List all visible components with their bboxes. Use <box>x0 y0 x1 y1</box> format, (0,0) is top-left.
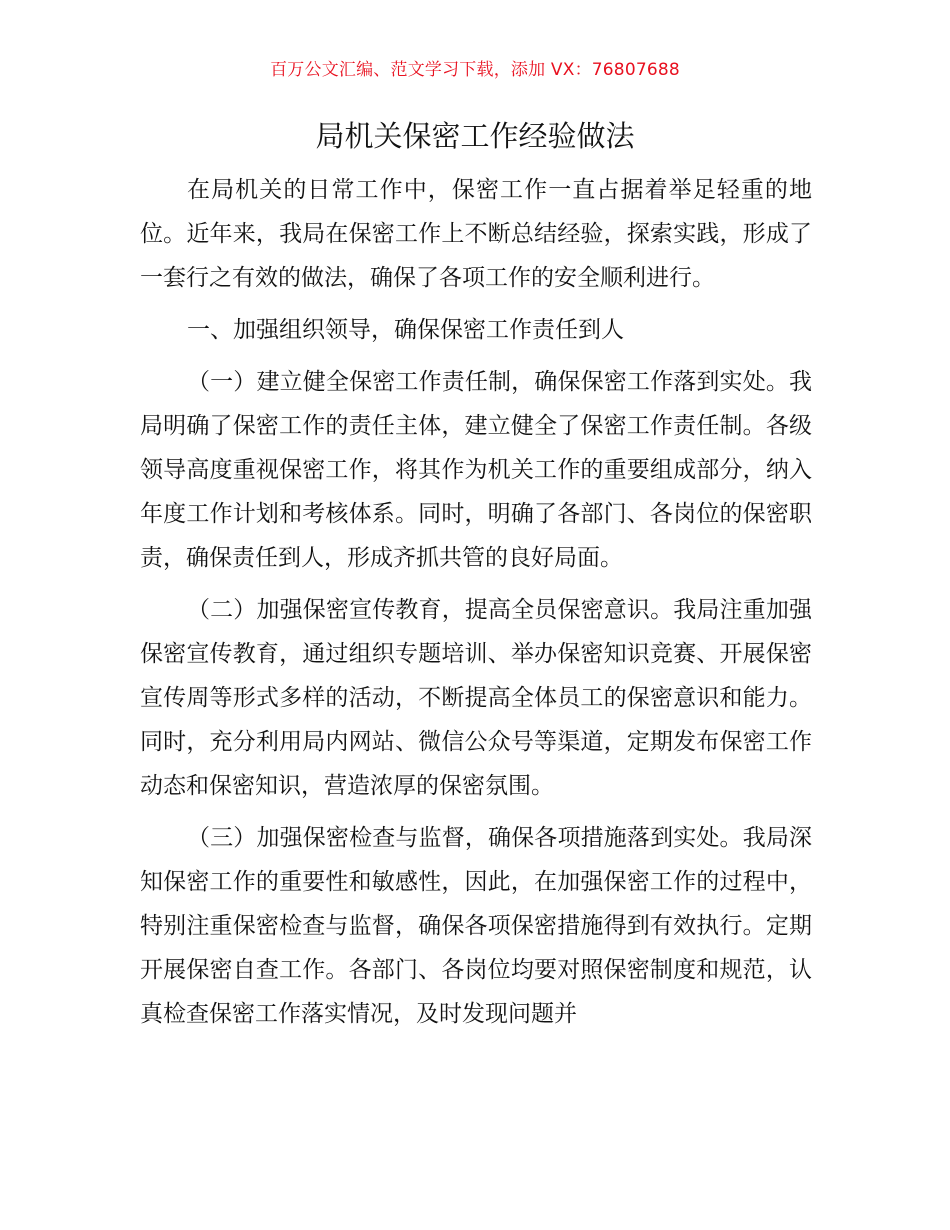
paragraph-subsection-1: （一）建立健全保密工作责任制，确保保密工作落到实处。我局明确了保密工作的责任主体，建立健全了保密工作责任制。各级领导高度重视保密工作，将其作为机关工作的重要组成部分，纳入年度工作计划和考核体系。同时，明确了各部门、各岗位的保密职责，确保责任到人，形成齐抓共管的良好局面。 <box>140 369 812 571</box>
watermark-text: 百万公文汇编、范文学习下载，添加 VX：76807688 <box>270 60 680 80</box>
intro-paragraph: 在局机关的日常工作中，保密工作一直占据着举足轻重的地位。近年来，我局在保密工作上不断总结经验，探索实践，形成了一套行之有效的做法，确保了各项工作的安全顺利进行。 <box>140 177 812 291</box>
section-heading-1: 一、加强组织领导，确保保密工作责任到人 <box>187 317 624 343</box>
page-title: 局机关保密工作经验做法 <box>315 119 635 153</box>
paragraph-subsection-2: （二）加强保密宣传教育，提高全员保密意识。我局注重加强保密宣传教育，通过组织专题培训、举办保密知识竞赛、开展保密宣传周等形式多样的活动，不断提高全体员工的保密意识和能力。同时，充分利用局内网站、微信公众号等渠道，定期发布保密工作动态和保密知识，营造浓厚的保密氛围。 <box>140 597 812 799</box>
paragraph-subsection-3: （三）加强保密检查与监督，确保各项措施落到实处。我局深知保密工作的重要性和敏感性，因此，在加强保密工作的过程中，特别注重保密检查与监督，确保各项保密措施得到有效执行。定期开展保密自查工作。各部门、各岗位均要对照保密制度和规范，认真检查保密工作落实情况，及时发现问题并 <box>140 825 812 1027</box>
document-body <box>140 168 812 1036</box>
